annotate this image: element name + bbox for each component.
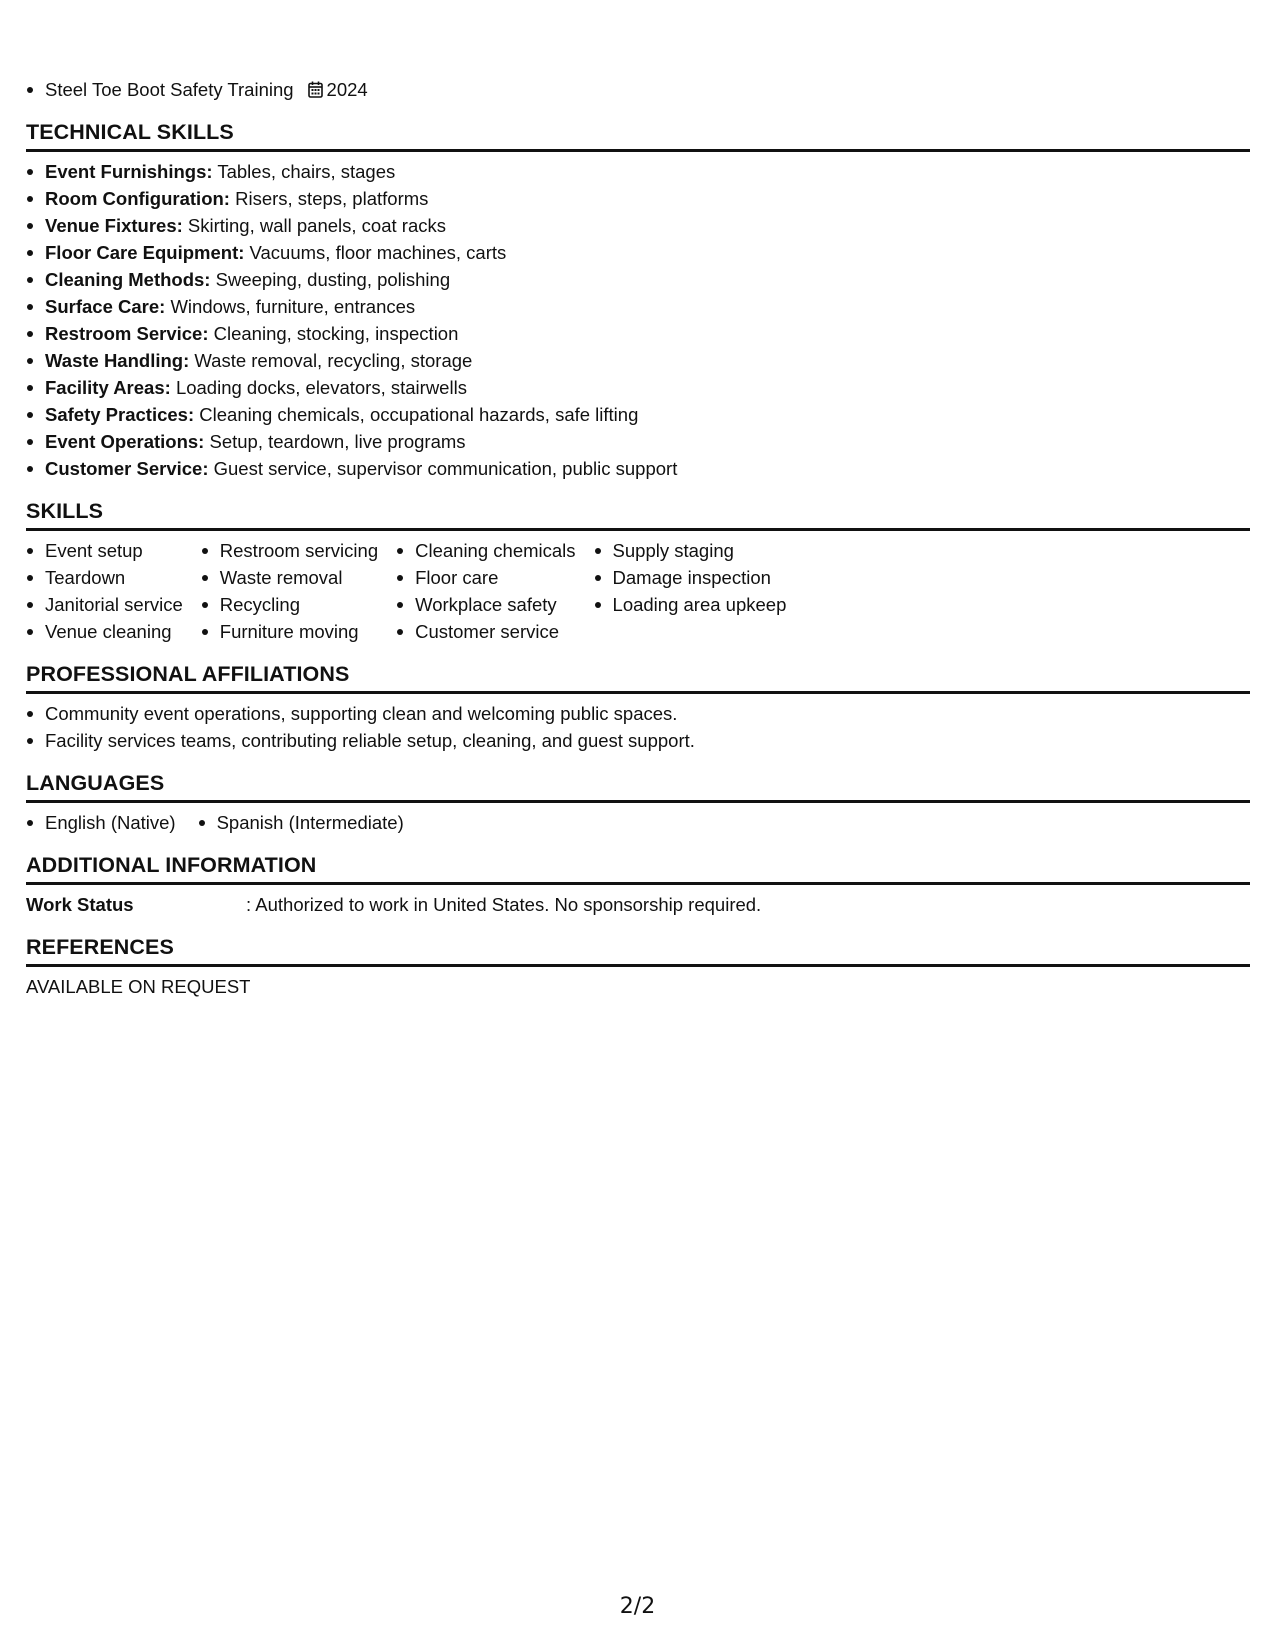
skills-column: [26, 537, 183, 645]
resume-page: [26, 76, 1250, 1000]
page-number: 2/2: [619, 1594, 656, 1619]
work-status-row: [26, 891, 1250, 918]
technical-skill-value: Tables, chairs, stages: [217, 161, 396, 182]
skill-item: Customer service: [396, 618, 575, 645]
skill-item: Teardown: [26, 564, 183, 591]
technical-skill-item: [26, 428, 1250, 455]
section-title-technical-skills: TECHNICAL SKILLS: [26, 119, 1250, 152]
technical-skill-label: Surface Care:: [45, 296, 166, 317]
affiliation-item: Facility services teams, contributing reliable setup, cleaning, and guest support.: [26, 727, 1250, 754]
work-status-label: Work Status: [26, 894, 134, 915]
technical-skill-value: Cleaning chemicals, occupational hazards, safe lifting: [199, 404, 639, 425]
technical-skill-item: [26, 374, 1250, 401]
technical-skill-label: Facility Areas:: [45, 377, 171, 398]
languages-section: [26, 770, 1250, 836]
technical-skill-label: Floor Care Equipment:: [45, 242, 245, 263]
section-title-languages: LANGUAGES: [26, 770, 1250, 803]
skill-item: Furniture moving: [201, 618, 378, 645]
technical-skill-item: [26, 320, 1250, 347]
skill-item: Floor care: [396, 564, 575, 591]
section-title-references: REFERENCES: [26, 934, 1250, 967]
affiliations-section: [26, 661, 1250, 754]
skill-item: Damage inspection: [594, 564, 787, 591]
technical-skill-value: Skirting, wall panels, coat racks: [187, 215, 446, 236]
certification-name: Steel Toe Boot Safety Training: [45, 79, 294, 100]
skill-item: Event setup: [26, 537, 183, 564]
references-section: [26, 934, 1250, 1000]
technical-skill-item: [26, 455, 1250, 482]
technical-skill-label: Waste Handling:: [45, 350, 190, 371]
technical-skill-value: Windows, furniture, entrances: [170, 296, 416, 317]
technical-skill-item: [26, 185, 1250, 212]
technical-skill-label: Safety Practices:: [45, 404, 195, 425]
skills-section: [26, 498, 1250, 645]
skill-item: Supply staging: [594, 537, 787, 564]
skills-column: [396, 537, 575, 645]
technical-skill-value: Guest service, supervisor communication, public support: [213, 458, 678, 479]
languages-list: [26, 809, 1250, 836]
skills-column: [594, 537, 787, 645]
skill-item: Recycling: [201, 591, 378, 618]
language-item: English (Native): [26, 809, 176, 836]
technical-skill-item: [26, 401, 1250, 428]
skill-item: Restroom servicing: [201, 537, 378, 564]
skill-item: Venue cleaning: [26, 618, 183, 645]
affiliation-item: Community event operations, supporting clean and welcoming public spaces.: [26, 700, 1250, 727]
work-status-value: : Authorized to work in United States. No sponsorship required.: [246, 894, 762, 915]
skill-item: Loading area upkeep: [594, 591, 787, 618]
technical-skill-value: Loading docks, elevators, stairwells: [175, 377, 467, 398]
skills-column: [201, 537, 378, 645]
technical-skill-item: [26, 347, 1250, 374]
technical-skills-section: [26, 119, 1250, 482]
skill-item: Waste removal: [201, 564, 378, 591]
technical-skill-value: Cleaning, stocking, inspection: [213, 323, 459, 344]
certification-year: 2024: [326, 79, 368, 100]
skill-item: Janitorial service: [26, 591, 183, 618]
language-item: Spanish (Intermediate): [198, 809, 404, 836]
skill-item: Cleaning chemicals: [396, 537, 575, 564]
technical-skill-item: [26, 239, 1250, 266]
certification-item: [26, 76, 1250, 103]
technical-skill-value: Waste removal, recycling, storage: [194, 350, 473, 371]
technical-skill-item: [26, 158, 1250, 185]
certification-list: [26, 76, 1250, 103]
technical-skill-item: [26, 293, 1250, 320]
technical-skill-value: Setup, teardown, live programs: [209, 431, 466, 452]
additional-info-section: [26, 852, 1250, 918]
technical-skill-label: Customer Service:: [45, 458, 209, 479]
technical-skills-list: [26, 158, 1250, 482]
skill-item: Workplace safety: [396, 591, 575, 618]
calendar-icon: [308, 81, 323, 98]
technical-skill-label: Venue Fixtures:: [45, 215, 183, 236]
technical-skill-label: Restroom Service:: [45, 323, 209, 344]
technical-skill-value: Vacuums, floor machines, carts: [249, 242, 507, 263]
technical-skill-label: Event Furnishings:: [45, 161, 213, 182]
technical-skill-item: [26, 212, 1250, 239]
section-title-skills: SKILLS: [26, 498, 1250, 531]
section-title-additional-info: ADDITIONAL INFORMATION: [26, 852, 1250, 885]
section-title-affiliations: PROFESSIONAL AFFILIATIONS: [26, 661, 1250, 694]
technical-skill-label: Cleaning Methods:: [45, 269, 211, 290]
references-text: AVAILABLE ON REQUEST: [26, 976, 251, 997]
technical-skill-label: Room Configuration:: [45, 188, 230, 209]
skills-grid: [26, 537, 1250, 645]
technical-skill-label: Event Operations:: [45, 431, 205, 452]
technical-skill-item: [26, 266, 1250, 293]
affiliations-list: [26, 700, 1250, 754]
technical-skill-value: Risers, steps, platforms: [235, 188, 429, 209]
technical-skill-value: Sweeping, dusting, polishing: [215, 269, 451, 290]
